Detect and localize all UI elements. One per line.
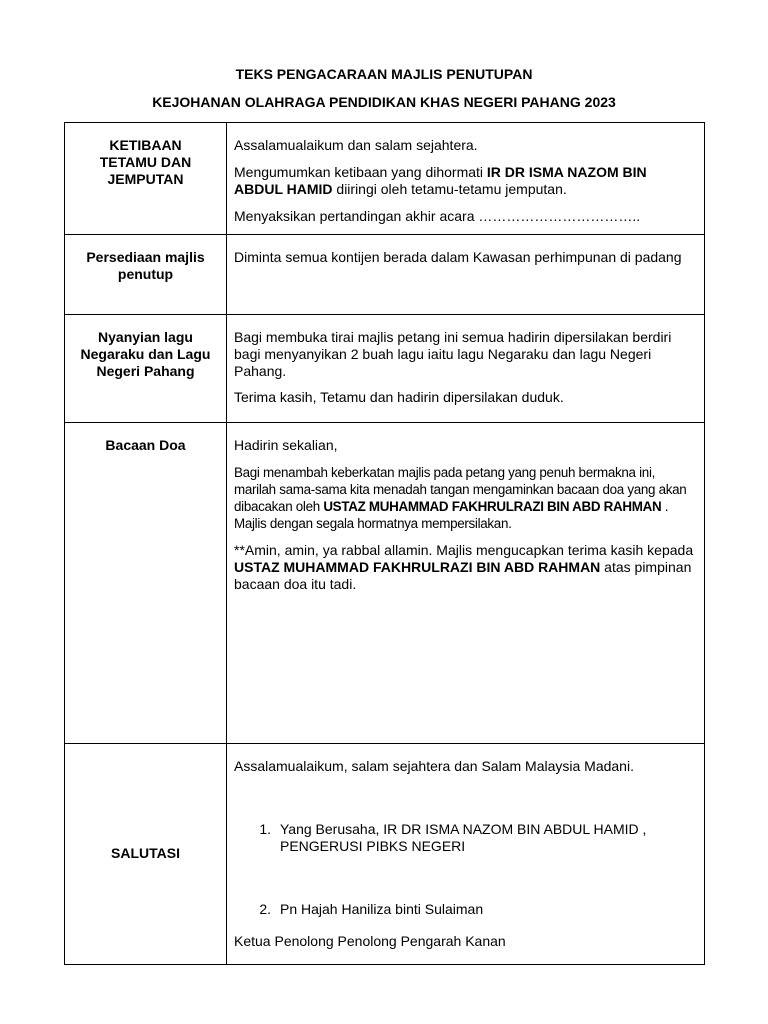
list-item: 1. Yang Berusaha, IR DR ISMA NAZOM BIN ABDUL HAMID , PENGERUSI PIBKS NEGERI <box>259 821 647 854</box>
row-label: Nyanyian lagu Negaraku dan Lagu Negeri Pahang <box>80 329 211 379</box>
official-title: Ketua Penolong Penolong Pengarah Kanan <box>234 933 506 949</box>
table-row-persediaan <box>65 235 705 315</box>
ustaz-name: USTAZ MUHAMMAD FAKHRULRAZI BIN ABD RAHMAN <box>234 559 601 575</box>
greeting-text: Assalamualaikum dan salam sejahtera. <box>234 137 478 153</box>
row-content-cell <box>227 744 705 965</box>
salutation-list <box>234 821 696 918</box>
anthem-invitation: Bagi membuka tirai majlis petang ini semua hadirin dipersilakan berdiri bagi menyanyikan 2 buah lagu iaitu lagu Negaraku dan lagu Negeri Pahang. <box>234 329 672 379</box>
prayer-closing: **Amin, amin, ya rabbal allamin. Majlis mengucapkan terima kasih kepada USTAZ MUHAMMAD FAKHRULRAZI BIN ABD RAHMAN atas pimpinan bacaan doa itu tadi. <box>234 542 694 592</box>
salutation-greeting: Assalamualaikum, salam sejahtera dan Salam Malaysia Madani. <box>234 758 634 774</box>
row-content-cell <box>227 423 705 744</box>
ustaz-name: USTAZ MUHAMMAD FAKHRULRAZI BIN ABD RAHMAN <box>323 499 662 514</box>
final-event-text: Menyaksikan pertandingan akhir acara …………………………….. <box>234 208 641 224</box>
assembly-instruction: Diminta semua kontijen berada dalam Kawasan perhimpunan di padang <box>234 249 682 265</box>
row-label: Persediaan majlis penutup <box>86 249 205 282</box>
row-content-cell <box>227 315 705 423</box>
row-label: Bacaan Doa <box>105 437 186 453</box>
arrival-announcement: Mengumumkan ketibaan yang dihormati IR DR ISMA NAZOM BIN ABDUL HAMID diiringi oleh tetamu-tetamu jemputan. <box>234 164 647 197</box>
row-label-cell <box>65 315 227 423</box>
document-title: TEKS PENGACARAAN MAJLIS PENUTUPAN <box>235 66 533 82</box>
thank-you-text: Terima kasih, Tetamu dan hadirin dipersilakan duduk. <box>234 389 564 405</box>
row-content-cell <box>227 123 705 235</box>
address-text: Hadirin sekalian, <box>234 437 338 453</box>
row-label-cell <box>65 423 227 744</box>
document-subtitle: KEJOHANAN OLAHRAGA PENDIDIKAN KHAS NEGERI PAHANG 2023 <box>152 94 616 110</box>
table-row-doa <box>65 423 705 744</box>
prayer-invitation: Bagi menambah keberkatan majlis pada petang yang penuh bermakna ini, marilah sama-sama kita menadah tangan mengaminkan bacaan doa yang akan dibacakan oleh USTAZ MUHAMMAD FAKHRULRAZI BIN ABD RAHMAN . Majlis dengan segala hormatnya mempersilakan. <box>234 465 687 531</box>
table-row-ketibaan <box>65 123 705 235</box>
guest-name: IR DR ISMA NAZOM BIN ABDUL HAMID <box>234 164 647 197</box>
row-label: SALUTASI <box>111 845 180 861</box>
row-label-cell <box>65 123 227 235</box>
row-label-cell <box>65 744 227 965</box>
table-row-salutasi <box>65 744 705 965</box>
programme-table <box>64 122 705 965</box>
row-label: KETIBAAN TETAMU DAN JEMPUTAN <box>99 137 192 187</box>
list-item: 2. Pn Hajah Haniliza binti Sulaiman <box>259 901 484 917</box>
row-label-cell <box>65 235 227 315</box>
table-row-nyanyian <box>65 315 705 423</box>
row-content-cell <box>227 235 705 315</box>
